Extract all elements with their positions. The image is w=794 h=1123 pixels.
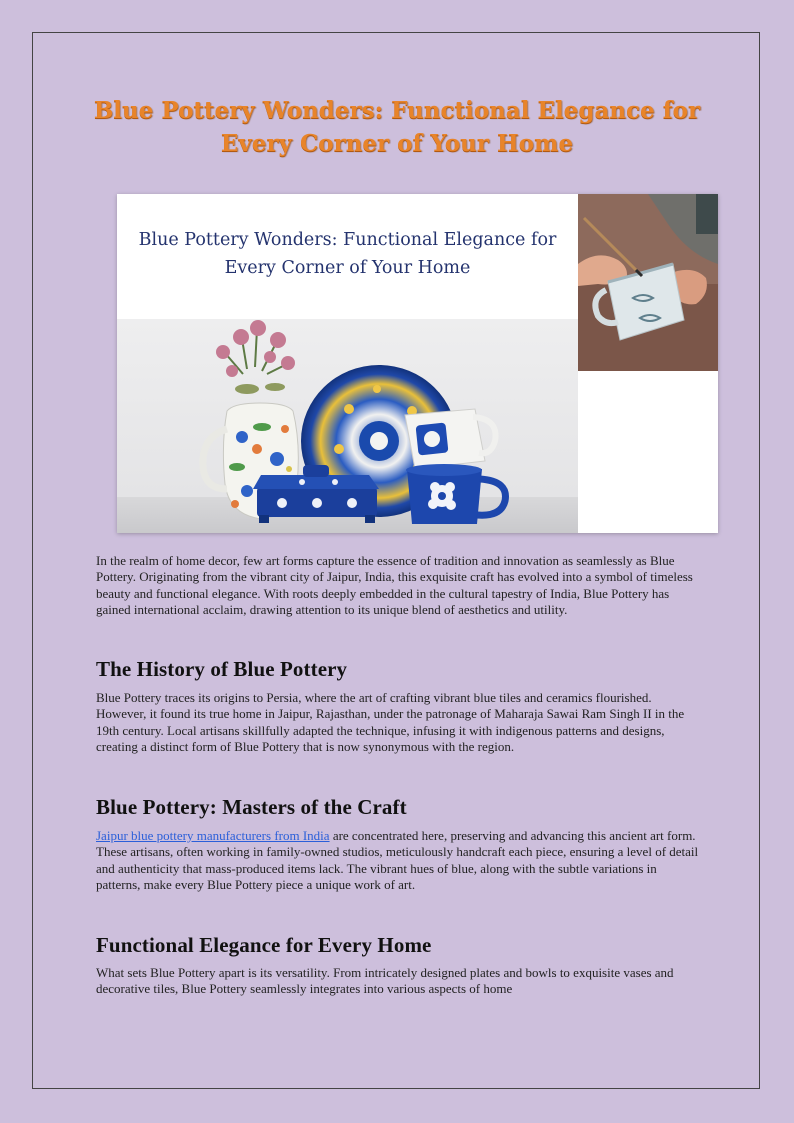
- section-heading-history: The History of Blue Pottery: [96, 657, 348, 681]
- pottery-photo: [117, 319, 578, 533]
- intro-paragraph: In the realm of home decor, few art forms capture the essence of tradition and innovation as seamlessly as Blue Pottery. Originating from the vibrant city of Jaipur, India, this exquisite craft has evolved into a symbol of timeless beauty and functional elegance. With roots deeply embedded in the cultural tapestry of India, Blue Pottery has gained international acclaim, drawing attention to its unique blend of aesthetics and utility.: [96, 553, 693, 618]
- functional-paragraph: What sets Blue Pottery apart is its versatility. From intricately designed plates and bowls to exquisite vases and decorative tiles, Blue Pottery seamlessly integrates into various aspects of home: [96, 965, 674, 997]
- section-heading-functional: Functional Elegance for Every Home: [96, 933, 432, 957]
- history-paragraph: Blue Pottery traces its origins to Persia, where the art of crafting vibrant blue tiles and ceramics flourished. However, it found its true home in Jaipur, Rajasthan, under the patronage of Maharaja Sawai Ram Singh II in the 19th century. Local artisans skillfully adapted the technique, infusing it with indigenous patterns and designs, creating a distinct form of Blue Pottery that is now synonymous with the region.: [96, 690, 685, 755]
- document-title: Blue Pottery Wonders: Functional Elegance for Every Corner of Your Home: [93, 97, 701, 157]
- artisan-photo: [578, 194, 718, 371]
- masters-paragraph: [96, 828, 700, 894]
- banner-title-area: [117, 194, 578, 319]
- banner-image: [117, 194, 718, 533]
- banner-blank-panel: [578, 371, 718, 533]
- section-heading-masters: Blue Pottery: Masters of the Craft: [96, 795, 407, 819]
- masters-paragraph-text: are concentrated here, preserving and advancing this ancient art form. These artisans, often working in family-owned studios, meticulously handcraft each piece, ensuring a level of detail and authenticity that mass-produced items lack. The vibrant hues of blue, along with the subtle variations in patterns, make every Blue Pottery piece a unique work of art.: [96, 828, 699, 893]
- banner-title: Blue Pottery Wonders: Functional Elegance for Every Corner of Your Home: [138, 230, 557, 278]
- manufacturers-link[interactable]: Jaipur blue pottery manufacturers from India: [96, 828, 330, 843]
